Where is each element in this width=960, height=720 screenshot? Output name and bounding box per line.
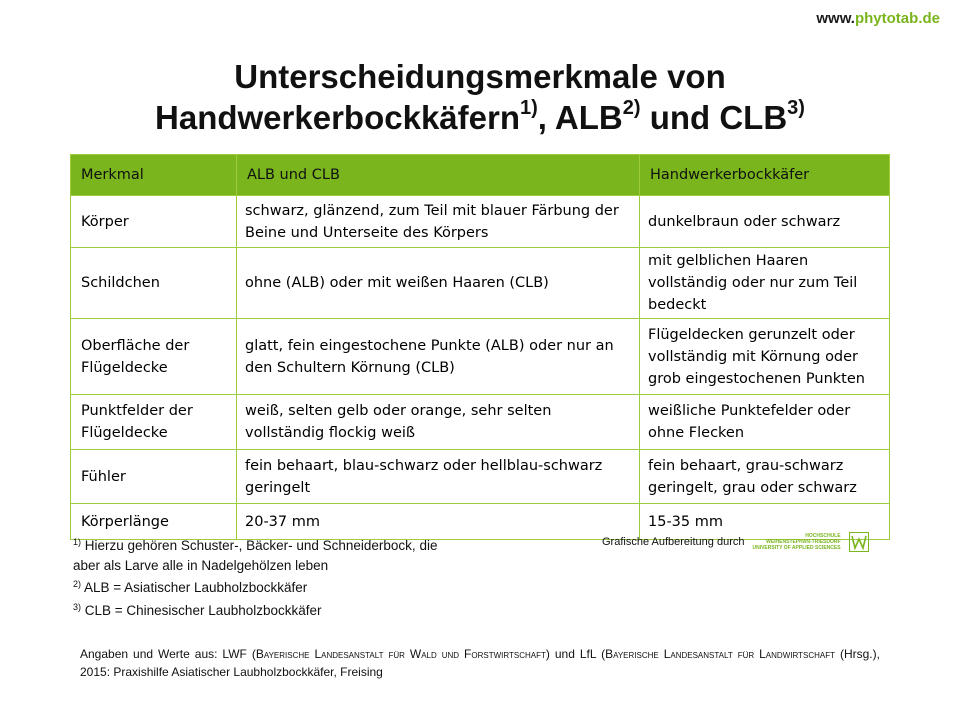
cell-alb-clb: 20-37 mm bbox=[237, 504, 640, 540]
cell-handwerker: Flügeldecken gerunzelt oder vollständig mit Körnung oder grob eingestochenen Punkten bbox=[640, 319, 890, 395]
cell-alb-clb: glatt, fein eingestochene Punkte (ALB) oder nur an den Schultern Körnung (CLB) bbox=[237, 319, 640, 395]
comparison-table bbox=[70, 154, 890, 540]
cell-handwerker: mit gelblichen Haaren vollständig oder nur zum Teil bedeckt bbox=[640, 248, 890, 319]
page-title bbox=[0, 56, 960, 138]
table-row bbox=[71, 395, 890, 450]
site-url[interactable] bbox=[816, 10, 940, 27]
cell-alb-clb: fein behaart, blau-schwarz oder hellblau-schwarz geringelt bbox=[237, 450, 640, 504]
logo-line-1: HOCHSCHULE bbox=[805, 533, 841, 539]
footnote-1-line-1: Hierzu gehören Schuster-, Bäcker- und Schneiderbock, die bbox=[81, 538, 438, 553]
title-sup-1: 1) bbox=[520, 97, 538, 119]
university-logo-text bbox=[752, 533, 840, 551]
footnote-3-text: CLB = Chinesischer Laubholzbockkäfer bbox=[81, 602, 322, 618]
site-url-suffix: .de bbox=[918, 10, 940, 27]
cell-alb-clb: schwarz, glänzend, zum Teil mit blauer Färbung der Beine und Unterseite des Körpers bbox=[237, 196, 640, 248]
footnote-2-text: ALB = Asiatischer Laubholzbockkäfer bbox=[81, 580, 308, 595]
cell-alb-clb: weiß, selten gelb oder orange, sehr selten vollständig flockig weiß bbox=[237, 395, 640, 450]
cell-merkmal: Körper bbox=[71, 196, 237, 248]
table-row bbox=[71, 248, 890, 319]
cell-merkmal: Fühler bbox=[71, 450, 237, 504]
cell-merkmal: Schildchen bbox=[71, 248, 237, 319]
table-header-row bbox=[71, 155, 890, 196]
source-lfl-name: Bayerische Landesanstalt für Landwirtschaft bbox=[605, 647, 835, 661]
cell-handwerker: dunkelbraun oder schwarz bbox=[640, 196, 890, 248]
column-header-alb-clb: ALB und CLB bbox=[237, 155, 640, 196]
source-part-3: (Hrsg.), 2015: Praxishilfe Asiatischer Laubholzbockkäfer, Freising bbox=[80, 647, 880, 679]
table-row bbox=[71, 319, 890, 395]
cell-handwerker: 15-35 mm bbox=[640, 504, 890, 540]
footnote-2 bbox=[73, 575, 437, 598]
footnote-1 bbox=[73, 533, 437, 556]
title-line-2 bbox=[0, 97, 960, 138]
source-citation bbox=[80, 645, 880, 681]
cell-merkmal: Körperlänge bbox=[71, 504, 237, 540]
footnote-3 bbox=[73, 598, 437, 621]
title-line-1: Unterscheidungsmerkmale von bbox=[234, 58, 726, 95]
title-handwerker: Handwerkerbockkäfern bbox=[155, 99, 520, 136]
footnote-1-mark: 1) bbox=[73, 537, 82, 547]
column-header-merkmal: Merkmal bbox=[71, 155, 237, 196]
footnotes bbox=[73, 533, 437, 620]
source-part-1: Angaben und Werte aus: LWF ( bbox=[80, 647, 256, 661]
site-url-prefix: www. bbox=[816, 10, 855, 27]
logo-line-3: UNIVERSITY OF APPLIED SCIENCES bbox=[752, 545, 841, 551]
footnote-3-mark: 3) bbox=[73, 601, 82, 612]
cell-alb-clb: ohne (ALB) oder mit weißen Haaren (CLB) bbox=[237, 248, 640, 319]
title-clb: und CLB bbox=[640, 99, 788, 136]
cell-handwerker: weißliche Punktefelder oder ohne Flecken bbox=[640, 395, 890, 450]
cell-merkmal: Punktfelder der Flügeldecke bbox=[71, 395, 237, 450]
site-url-brand: phytotab bbox=[854, 10, 919, 27]
credit bbox=[602, 532, 869, 552]
cell-handwerker: fein behaart, grau-schwarz geringelt, grau oder schwarz bbox=[640, 450, 890, 504]
title-alb: , ALB bbox=[537, 99, 623, 136]
logo-line-2: WEIHENSTEPHAN-TRIESDORF bbox=[766, 539, 841, 545]
credit-text: Grafische Aufbereitung durch bbox=[602, 536, 745, 548]
table-row bbox=[71, 196, 890, 248]
title-sup-2: 2) bbox=[622, 97, 641, 119]
footnote-2-mark: 2) bbox=[73, 579, 82, 589]
column-header-handwerkerbockkaefer: Handwerkerbockkäfer bbox=[640, 155, 890, 196]
table-row bbox=[71, 450, 890, 504]
university-logo-icon bbox=[849, 532, 869, 552]
title-sup-3: 3) bbox=[787, 97, 805, 119]
source-lwf-name: Bayerische Landesanstalt für Wald und Forstwirtschaft bbox=[255, 647, 546, 661]
footnote-1-line-2: aber als Larve alle in Nadelgehölzen leben bbox=[73, 557, 329, 573]
cell-merkmal: Oberfläche der Flügeldecke bbox=[71, 319, 237, 395]
source-part-2: ) und LfL ( bbox=[545, 647, 606, 661]
